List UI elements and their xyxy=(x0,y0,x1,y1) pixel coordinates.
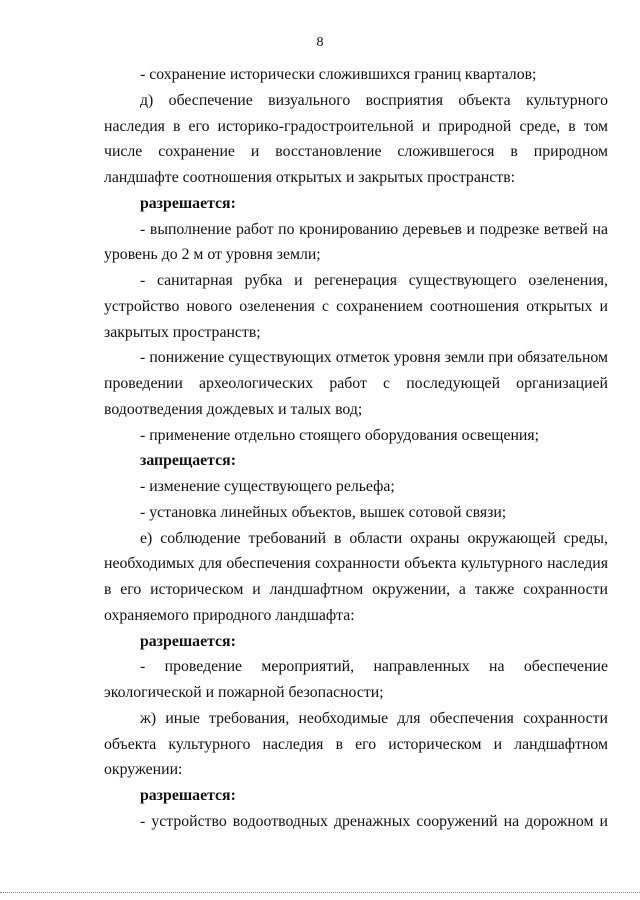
paragraph-tree-pruning: - выполнение работ по кронированию деревьев и подрезке ветвей на уровень до 2 м от уровня земли; xyxy=(104,220,608,264)
paragraph-linear-objects: - установка линейных объектов, вышек сотовой связи; xyxy=(140,503,507,521)
paragraph-visual-perception: д) обеспечение визуального восприятия объекта культурного наследия в его историко-градостроительной и природной среде, в том числе сохранение и восстановление сложившегося в природном ландшафте соотношения открытых и закрытых пространств: xyxy=(104,91,608,186)
paragraph-drainage: - устройство водоотводных дренажных сооружений на дорожном и xyxy=(140,812,608,830)
heading-allowed-2: разрешается: xyxy=(140,632,236,650)
paragraph-safety-measures: - проведение мероприятий, направленных на обеспечение экологической и пожарной безопасности; xyxy=(104,658,608,701)
paragraph-boundaries: - сохранение исторически сложившихся границ кварталов; xyxy=(140,66,537,83)
heading-allowed-3: разрешается: xyxy=(140,787,236,804)
paragraph-other-requirements: ж) иные требования, необходимые для обеспечения сохранности объекта культурного наследия в его историческом и ландшафтном окружении: xyxy=(104,709,608,779)
paragraph-sanitary-felling: - санитарная рубка и регенерация существующего озеленения, устройство нового озеленения с сохранением соотношения открытых и закрытых пространств; xyxy=(104,272,608,341)
document-body xyxy=(104,62,608,835)
paragraph-lighting: - применение отдельно стоящего оборудования освещения; xyxy=(140,426,540,444)
paragraph-ground-lowering: - понижение существующих отметок уровня земли при обязательном проведении археологических работ с последующей организацией водоотведения дождевых и талых вод; xyxy=(104,349,608,418)
paragraph-environment: е) соблюдение требований в области охраны окружающей среды, необходимых для обеспечения сохранности объекта культурного наследия в его историческом и ландшафтном окружении, а также сохранности охраняемого природного ландшафта: xyxy=(104,529,608,624)
heading-allowed: разрешается: xyxy=(140,194,236,212)
heading-prohibited: запрещается: xyxy=(140,452,236,470)
page-number: 8 xyxy=(316,35,324,50)
bottom-divider xyxy=(0,892,640,893)
paragraph-relief-change: - изменение существующего рельефа; xyxy=(140,478,395,495)
